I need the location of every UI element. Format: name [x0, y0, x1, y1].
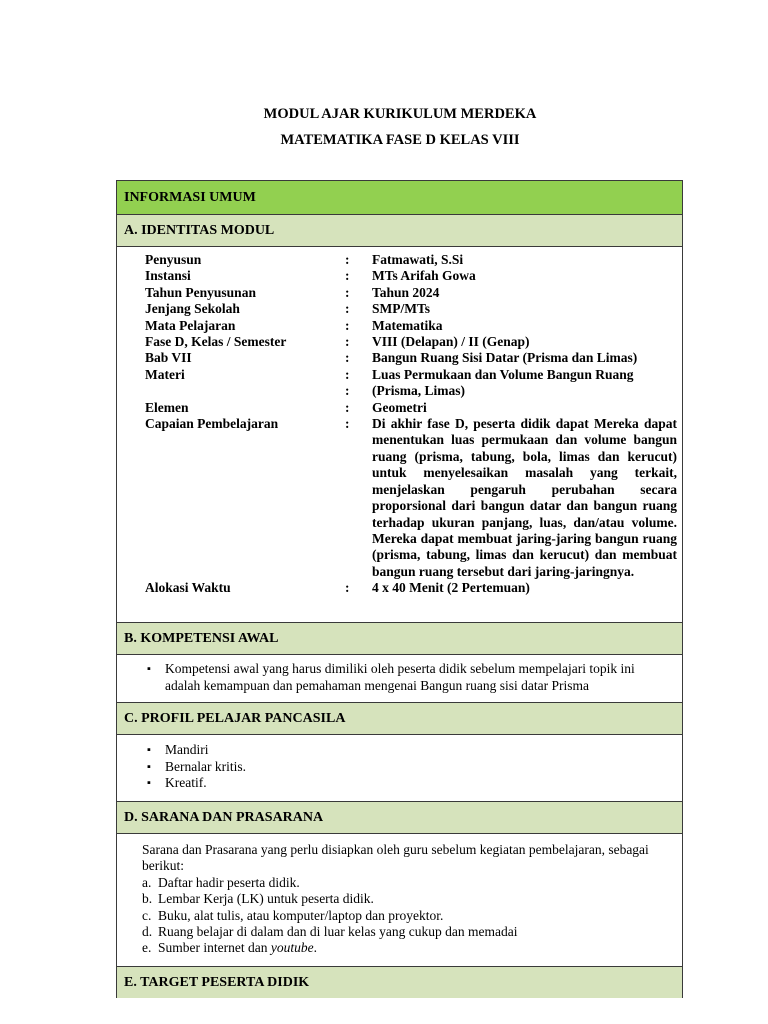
list-item: c. Buku, alat tulis, atau komputer/laptop dan proyektor. — [142, 907, 444, 923]
identitas-key: Materi — [145, 366, 185, 382]
identitas-value: VIII (Delapan) / II (Genap) — [372, 334, 530, 350]
identitas-value: Di akhir fase D, peserta didik dapat Mereka dapat menentukan luas permukaan dan volume bangun ruang (prisma, tabung, bola, limas dan kerucut) untuk menyelesaikan masalah yang terkait, menjelaskan pengaruh perubahan secara proporsional dari bangun datar dan bangun ruang terhadap ukuran panjang, luas, dan/atau volume. Mereka dapat membuat jaring-jaring bangun ruang (prisma, tabung, limas dan kerucut) dan membuat bangun ruang tersebut dari jaring-jaringnya. — [372, 416, 677, 579]
identitas-key: Penyusun — [145, 252, 202, 267]
identitas-key: Capaian Pembelajaran — [145, 416, 279, 432]
list-item: e. Sumber internet dan youtube. — [142, 940, 317, 956]
identitas-value: (Prisma, Limas) — [372, 383, 465, 399]
identitas-row — [145, 268, 677, 284]
kompetensi-list — [145, 661, 665, 694]
identitas-value: Tahun 2024 — [372, 284, 440, 300]
identitas-value: Luas Permukaan dan Volume Bangun Ruang — [372, 366, 634, 382]
identitas-row — [145, 285, 677, 301]
list-item: ▪ Bernalar kritis. — [145, 759, 665, 776]
identitas-key: Instansi — [145, 268, 191, 284]
identitas-row — [145, 318, 677, 334]
identitas-colon: : — [345, 268, 350, 284]
identitas-colon: : — [345, 383, 350, 399]
identitas-key: Fase D, Kelas / Semester — [145, 334, 287, 350]
identitas-row — [145, 350, 677, 366]
list-item: ▪ Mandiri — [145, 742, 665, 759]
identitas-colon: : — [345, 350, 350, 366]
document-title: MODUL AJAR KURIKULUM MERDEKA — [263, 106, 537, 122]
identitas-colon: : — [345, 301, 350, 317]
identitas-key: Mata Pelajaran — [145, 317, 236, 333]
identitas-value: Matematika — [372, 317, 443, 333]
sarana-intro: Sarana dan Prasarana yang perlu disiapkan oleh guru sebelum kegiatan pembelajaran, sebagai berikut: — [142, 842, 649, 874]
identitas-modul-body — [117, 246, 682, 622]
info-table — [116, 180, 683, 998]
list-item: ▪ Kreatif. — [145, 775, 665, 792]
identitas-colon: : — [345, 416, 350, 432]
identitas-row — [145, 367, 677, 383]
identitas-value: Fatmawati, S.Si — [372, 252, 464, 267]
identitas-value: Bangun Ruang Sisi Datar (Prisma dan Limas) — [372, 350, 638, 366]
identitas-row — [145, 400, 677, 416]
identitas-key: Alokasi Waktu — [145, 580, 231, 596]
identitas-value: 4 x 40 Menit (2 Pertemuan) — [372, 580, 530, 596]
list-item: ▪ Kompetensi awal yang harus dimiliki oleh peserta didik sebelum mempelajari topik ini adalah kemampuan dan pemahaman mengenai Bangun ruang sisi datar Prisma — [145, 661, 665, 694]
list-item: d. Ruang belajar di dalam dan di luar kelas yang cukup dan memadai — [142, 924, 518, 940]
document-subtitle: MATEMATIKA FASE D KELAS VIII — [280, 132, 520, 148]
list-item: b. Lembar Kerja (LK) untuk peserta didik. — [142, 891, 374, 907]
identitas-colon: : — [345, 399, 350, 415]
identitas-row — [145, 334, 677, 350]
identitas-key: Jenjang Sekolah — [145, 301, 240, 317]
identitas-key: Tahun Penyusunan — [145, 284, 256, 300]
kompetensi-awal-body — [117, 654, 682, 702]
identitas-colon: : — [345, 317, 350, 333]
profil-list — [145, 742, 665, 792]
identitas-key: Bab VII — [145, 350, 192, 366]
section-c-header: C. PROFIL PELAJAR PANCASILA — [117, 702, 682, 734]
profil-pelajar-body — [117, 734, 682, 801]
section-a-header: A. IDENTITAS MODUL — [117, 214, 682, 246]
list-item: a. Daftar hadir peserta didik. — [142, 874, 300, 890]
identitas-key: Elemen — [145, 399, 189, 415]
identitas-colon: : — [345, 366, 350, 382]
sarana-body — [117, 833, 682, 966]
identitas-colon: : — [345, 284, 350, 300]
section-b-header: B. KOMPETENSI AWAL — [117, 622, 682, 654]
identitas-row — [145, 252, 677, 268]
identitas-colon: : — [345, 252, 350, 267]
identitas-value: SMP/MTs — [372, 301, 431, 317]
identitas-grid — [145, 252, 677, 597]
identitas-colon: : — [345, 580, 350, 596]
section-e-header: E. TARGET PESERTA DIDIK — [117, 966, 682, 998]
section-informasi-umum: INFORMASI UMUM — [117, 181, 682, 214]
section-d-header: D. SARANA DAN PRASARANA — [117, 801, 682, 833]
identitas-row — [145, 383, 677, 399]
identitas-row — [145, 416, 677, 580]
identitas-row — [145, 301, 677, 317]
identitas-key — [145, 383, 345, 399]
identitas-colon: : — [345, 334, 350, 350]
identitas-value: MTs Arifah Gowa — [372, 268, 476, 284]
sarana-list — [142, 875, 672, 957]
identitas-row — [145, 580, 677, 596]
identitas-value: Geometri — [372, 399, 427, 415]
